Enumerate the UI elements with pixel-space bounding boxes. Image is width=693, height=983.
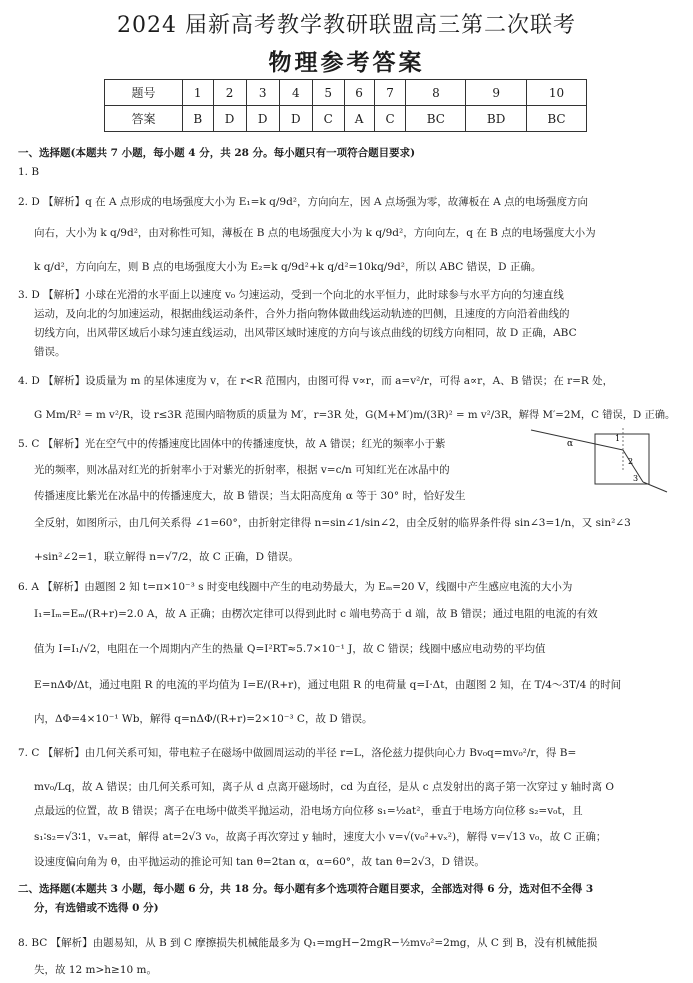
- answer-cell: BC: [406, 106, 466, 132]
- exam-title: 2024 届新高考教学教研联盟高三第二次联考: [117, 13, 576, 38]
- reflected-ray: [643, 482, 667, 492]
- text-line: 失，故 12 m>h≥10 m。: [34, 964, 158, 976]
- question-number: 7: [374, 80, 406, 106]
- text-line: mv₀/Lq，故 A 错误；由几何关系可知，离子从 d 点离开磁场时，cd 为直径，是从 c 点发射出的离子第一次穿过 y 轴时离 O: [34, 781, 615, 793]
- question-number: 6: [344, 80, 374, 106]
- text-line: 设速度偏向角为 θ，由平抛运动的推论可知 tan θ=2tan α，α=60°，故 tan θ=2√3，D 错误。: [34, 856, 485, 868]
- answer-cell: C: [374, 106, 406, 132]
- text-line: 传播速度比紫光在冰晶中的传播速度大，故 B 错误；当太阳高度角 α 等于 30° 时，恰好发生: [34, 490, 466, 502]
- answer-row: [105, 106, 587, 132]
- crystal-outline: [595, 434, 649, 484]
- answer-cell: D: [246, 106, 279, 132]
- text-line: 3. D 【解析】小球在光滑的水平面上以速度 v₀ 匀速运动，受到一个向北的水平恒力，此时球参与水平方向的匀速直线: [18, 289, 564, 301]
- angle-alpha-label: α: [567, 439, 574, 449]
- text-line: 运动，及向北的匀加速运动，根据曲线运动条件，合外力指向物体做曲线运动轨迹的凹侧，且速度的方向沿着曲线的: [34, 308, 570, 320]
- text-line: 全反射，如图所示，由几何关系得 ∠1=60°，由折射定律得 n=sin∠1/sin∠2，由全反射的临界条件得 sin∠3=1/n，又 sin²∠3: [34, 517, 631, 529]
- text-line: 光的频率，则冰晶对红光的折射率小于对紫光的折射率，根据 v=c/n 可知红光在冰晶中的: [34, 464, 450, 476]
- text-line: 值为 I=I₁/√2，电阻在一个周期内产生的热量 Q=I²RT≈5.7×10⁻¹ J，故 C 错误；线圈中感应电动势的平均值: [34, 643, 546, 655]
- question-number: 3: [246, 80, 279, 106]
- question-number: 10: [526, 80, 586, 106]
- answer-cell: A: [344, 106, 374, 132]
- row-label: 答案: [105, 106, 183, 132]
- question-number: 2: [213, 80, 246, 106]
- question-number: 5: [312, 80, 344, 106]
- angle-3-label: 3: [633, 474, 639, 483]
- text-line: 向右，大小为 k q/9d²，由对称性可知，薄板在 B 点的电场强度大小为 k q/9d²，方向向左，q 在 B 点的电场强度大小为: [34, 227, 596, 239]
- text-line: 切线方向，出风带区域后小球匀速直线运动，出风带区域时速度的方向与该点曲线的切线方向相同，故 D 正确，ABC: [34, 327, 577, 339]
- angle-2-label: 2: [628, 457, 634, 466]
- text-line: E=nΔΦ/Δt，通过电阻 R 的电流的平均值为 I=E/(R+r)，通过电阻 R 的电荷量 q=I·Δt，由题图 2 知，在 T/4～3T/4 的时间: [34, 679, 622, 691]
- ice-crystal-figure: [525, 426, 670, 504]
- text-line: 7. C 【解析】由几何关系可知，带电粒子在磁场中做圆周运动的半径 r=L，洛伦兹力提供向心力 Bv₀q=mv₀²/r，得 B=: [18, 747, 577, 759]
- text-line: k q/d²，方向向左，则 B 点的电场强度大小为 E₂=k q/9d²+k q/d²=10kq/9d²，所以 ABC 错误，D 正确。: [34, 261, 542, 273]
- text-line: 6. A 【解析】由题图 2 知 t=π×10⁻³ s 时变电线圈中产生的电动势最大，为 Eₘ=20 V，线圈中产生感应电流的大小为: [18, 581, 573, 593]
- answer-cell: C: [312, 106, 344, 132]
- question-number-row: [105, 80, 587, 106]
- question-number: 8: [406, 80, 466, 106]
- angle-1-label: 1: [615, 434, 621, 443]
- question-number: 4: [279, 80, 312, 106]
- answer-table: [104, 79, 587, 132]
- incident-ray: [531, 430, 623, 450]
- answer-cell: D: [279, 106, 312, 132]
- text-line: +sin²∠2=1，联立解得 n=√7/2，故 C 正确，D 错误。: [34, 551, 299, 563]
- text-line: 8. BC 【解析】由题易知，从 B 到 C 摩擦损失机械能最多为 Q₁=mgH−2mgR−½mv₀²=2mg，从 C 到 B，没有机械能损: [18, 937, 598, 949]
- text-line: 5. C 【解析】光在空气中的传播速度比固体中的传播速度快，故 A 错误；红光的频率小于紫: [18, 438, 446, 450]
- text-line: 二、选择题(本题共 3 小题，每小题 6 分，共 18 分。每小题有多个选项符合题目要求，全部选对得 6 分，选对但不全得 3: [18, 883, 594, 895]
- text-line: 错误。: [34, 346, 66, 358]
- text-line: 1. B: [18, 166, 40, 178]
- text-line: 分，有选错或不选得 0 分): [34, 902, 159, 914]
- answer-cell: B: [182, 106, 213, 132]
- question-number: 9: [466, 80, 527, 106]
- text-line: I₁=Iₘ=Eₘ/(R+r)=2.0 A，故 A 正确；由楞次定律可以得到此时 c 端电势高于 d 端，故 B 错误；通过电阻的电流的有效: [34, 608, 598, 620]
- text-line: s₁∶s₂=√3∶1，vₓ=at，解得 at=2√3 v₀，故离子再次穿过 y 轴时，速度大小 v=√(v₀²+vₓ²)，解得 v=√13 v₀，故 C 正确；: [34, 831, 607, 843]
- text-line: 4. D 【解析】设质量为 m 的星体速度为 v，在 r<R 范围内，由图可得 v∝r，而 a=v²/r，可得 a∝r，A、B 错误；在 r=R 处，: [18, 375, 614, 387]
- question-number: 1: [182, 80, 213, 106]
- row-label: 题号: [105, 80, 183, 106]
- answer-cell: D: [213, 106, 246, 132]
- text-line: 2. D 【解析】q 在 A 点形成的电场强度大小为 E₁=k q/9d²，方向向左，因 A 点场强为零，故薄板在 A 点的电场强度方向: [18, 196, 589, 208]
- text-line: G Mm/R² = m v²/R，设 r≤3R 范围内暗物质的质量为 M′，r=3R 处，G(M+M′)m/(3R)² = m v²/3R，解得 M′=2M，C 错误，D 正确。: [34, 409, 676, 421]
- text-line: 点最远的位置，故 B 错误；离子在电场中做类平抛运动，沿电场方向位移 s₁=½at²，垂直于电场方向位移 s₂=v₀t，且: [34, 805, 583, 817]
- text-line: 一、选择题(本题共 7 小题，每小题 4 分，共 28 分。每小题只有一项符合题目要求): [18, 147, 416, 159]
- answer-cell: BC: [526, 106, 586, 132]
- answer-subtitle: 物理参考答案: [268, 49, 425, 76]
- answer-cell: BD: [466, 106, 527, 132]
- text-line: 内，ΔΦ=4×10⁻¹ Wb，解得 q=nΔΦ/(R+r)=2×10⁻³ C，故 D 错误。: [34, 713, 373, 725]
